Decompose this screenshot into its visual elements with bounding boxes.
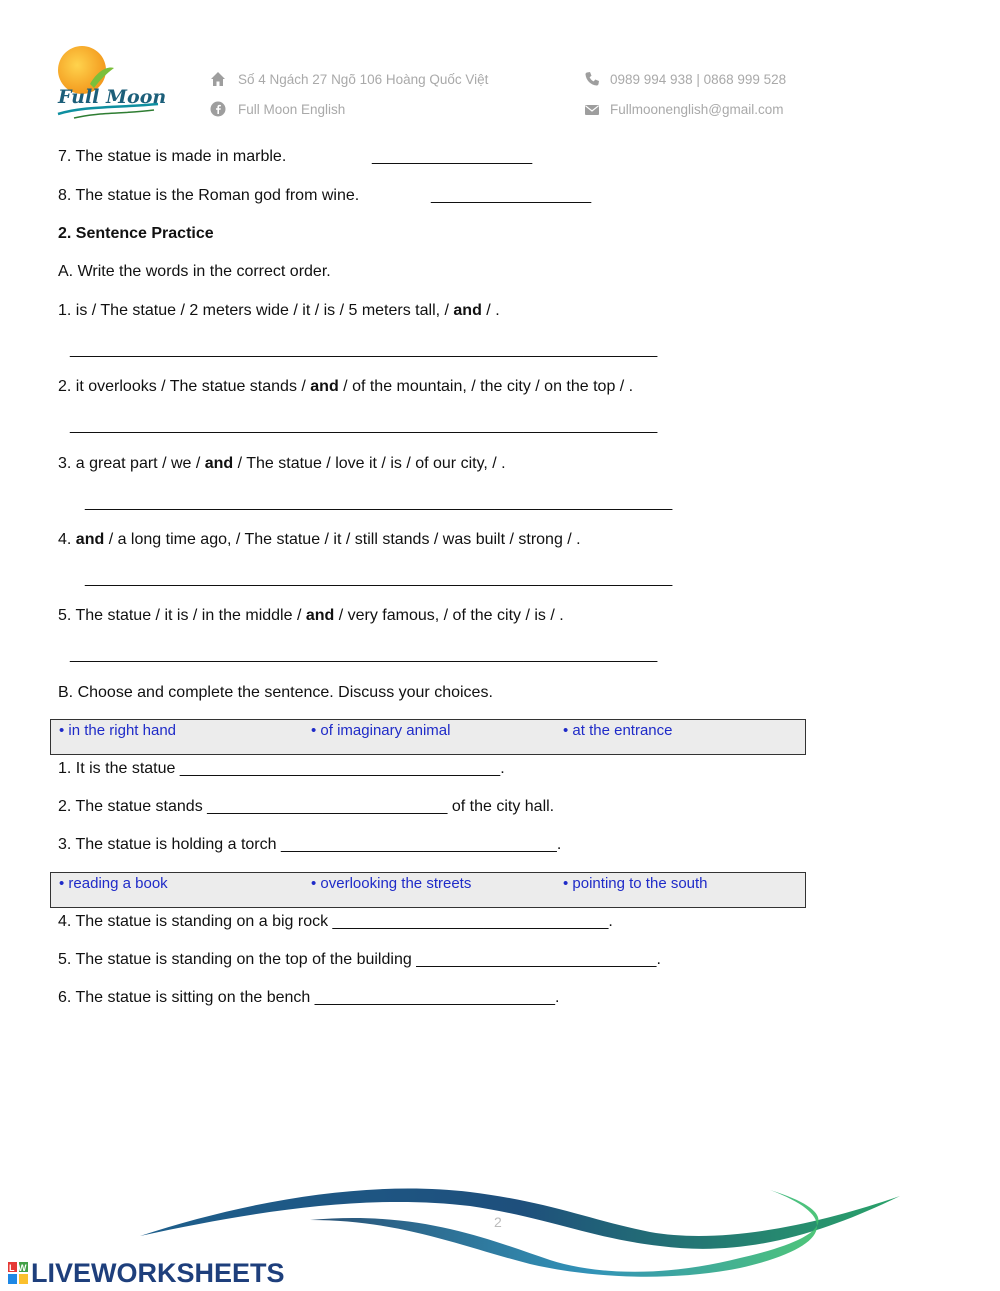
option-pointing-to-the-south[interactable]: • pointing to the south [563,875,708,892]
liveworksheets-brand[interactable]: LIVEWORKSHEETS [31,1258,285,1288]
part-b-blank-4[interactable]: _______________________________ [332,913,609,930]
part-b-question-4: 4. The statue is standing on a big rock _______________________________. [58,913,613,930]
part-b-question-3: 3. The statue is holding a torch _______________________________. [58,836,562,853]
part-a-question-5: 5. The statue / it is / in the middle / and / very famous, / of the city / is / . [58,607,564,624]
part-b-instruction: B. Choose and complete the sentence. Discuss your choices. [58,684,493,701]
option-at-the-entrance[interactable]: • at the entrance [563,722,673,739]
logo-text: Full Moon [58,86,167,108]
question-8: 8. The statue is the Roman god from wine. [58,187,360,204]
option-of-imaginary-animal[interactable]: • of imaginary animal [311,722,451,739]
header-email: Fullmoonenglish@gmail.com [610,102,784,117]
part-a-answer-line-4[interactable]: __________________________________________________________________ [85,570,673,587]
part-b-blank-5[interactable]: ___________________________ [416,951,657,968]
header-address: Số 4 Ngách 27 Ngõ 106 Hoàng Quốc Việt [238,72,489,87]
section-title: 2. Sentence Practice [58,225,214,242]
part-a-question-4: 4. and / a long time ago, / The statue / it / still stands / was built / strong / . [58,531,581,548]
liveworksheets-logo-letters: LW [9,1263,31,1273]
full-moon-logo-icon [54,44,167,120]
part-b-question-6: 6. The statue is sitting on the bench ___________________________. [58,989,560,1006]
part-b-question-1: 1. It is the statue ____________________________________. [58,760,505,777]
option-reading-a-book[interactable]: • reading a book [59,875,168,892]
page-number: 2 [494,1214,502,1230]
part-a-answer-line-1[interactable]: __________________________________________________________________ [70,341,658,358]
word-box-1 [50,719,806,755]
option-in-the-right-hand[interactable]: • in the right hand [59,722,176,739]
part-a-instruction: A. Write the words in the correct order. [58,263,331,280]
part-b-blank-6[interactable]: ___________________________ [314,989,556,1006]
home-icon [210,71,226,87]
part-a-question-2: 2. it overlooks / The statue stands / and / of the mountain, / the city / on the top / . [58,378,634,395]
part-b-question-2: 2. The statue stands ___________________________ of the city hall. [58,798,555,815]
liveworksheets-logo-icon [8,1262,31,1284]
phone-icon [584,71,600,87]
header-phone: 0989 994 938 | 0868 999 528 [610,72,787,87]
option-overlooking-the-streets[interactable]: • overlooking the streets [311,875,472,892]
answer-blank-7[interactable]: __________________ [372,148,533,165]
part-b-blank-2[interactable]: ___________________________ [207,798,448,815]
word-box-2 [50,872,806,908]
header-facebook: Full Moon English [238,102,346,117]
part-b-blank-3[interactable]: _______________________________ [280,836,557,853]
question-7: 7. The statue is made in marble. [58,148,287,165]
part-b-blank-1[interactable]: ____________________________________ [179,760,501,777]
part-a-question-3: 3. a great part / we / and / The statue / love it / is / of our city, / . [58,455,506,472]
part-a-answer-line-2[interactable]: __________________________________________________________________ [70,417,658,434]
answer-blank-8[interactable]: __________________ [431,187,592,204]
part-a-answer-line-5[interactable]: __________________________________________________________________ [70,646,658,663]
part-b-question-5: 5. The statue is standing on the top of the building ___________________________. [58,951,661,968]
email-icon [584,102,600,118]
facebook-icon [210,101,226,117]
logo [54,44,167,120]
part-a-answer-line-3[interactable]: __________________________________________________________________ [85,494,673,511]
part-a-question-1: 1. is / The statue / 2 meters wide / it / is / 5 meters tall, / and / . [58,302,500,319]
